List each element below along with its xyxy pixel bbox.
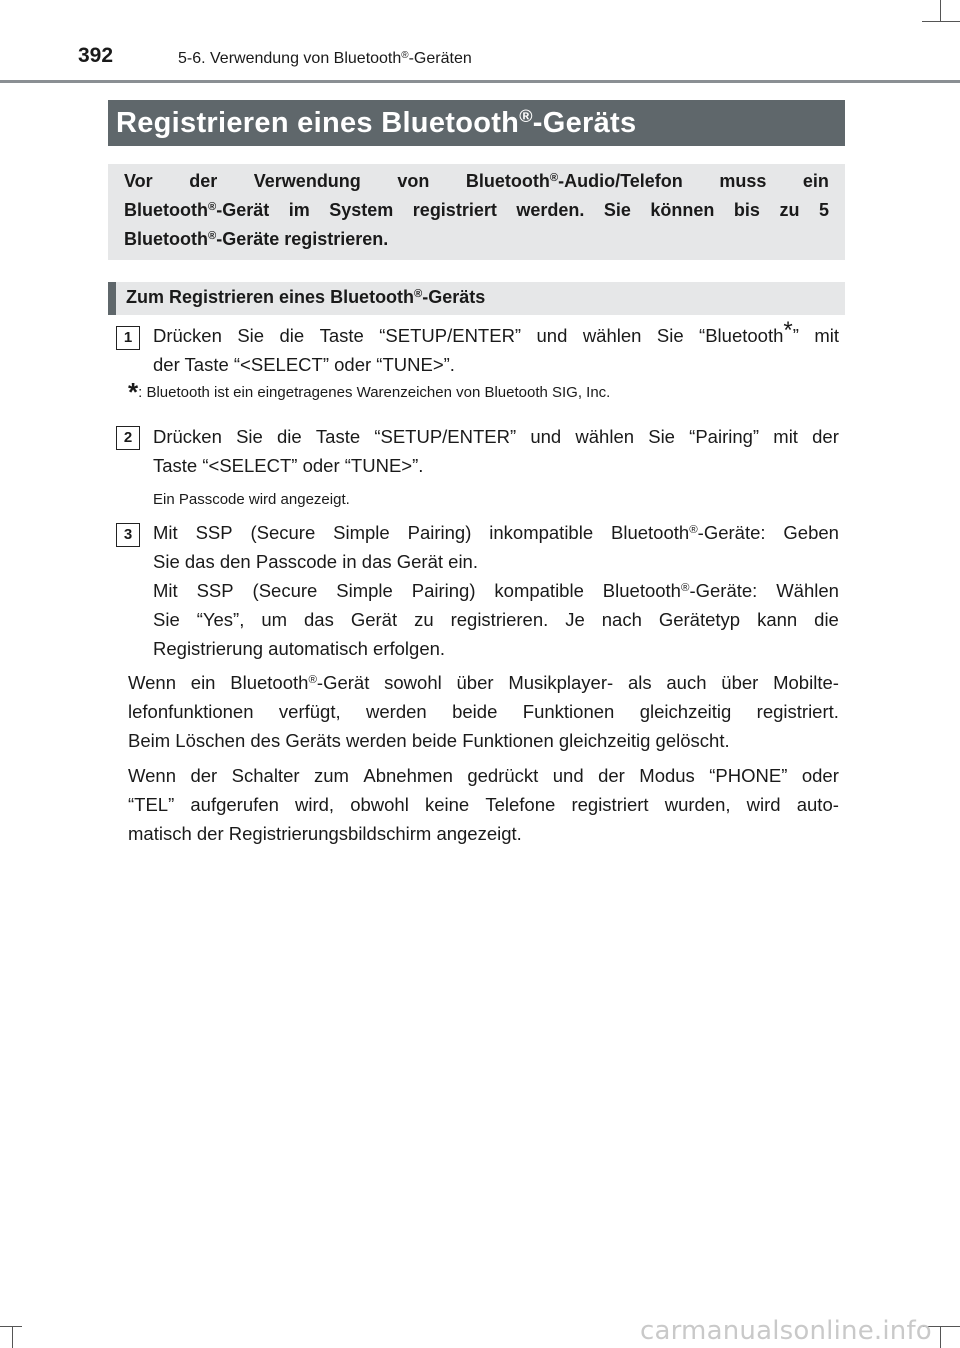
crop-mark (0, 1326, 22, 1327)
word: beide (452, 701, 498, 722)
word: Wenn (128, 765, 176, 786)
word: gleichzeitig (639, 701, 732, 722)
word: Bluetooth®-Geräte: (602, 580, 758, 601)
step-note: Ein Passcode wird angezeigt. (153, 491, 350, 508)
word: verfügt, (278, 701, 341, 722)
word: Simple (333, 522, 390, 543)
word: Schalter (231, 765, 300, 786)
word: Modus (639, 765, 695, 786)
word: über (721, 672, 759, 693)
body-text: matisch der Registrierungsbildschirm angezeigt. (128, 823, 522, 844)
word: oder (801, 765, 839, 786)
word: System (329, 200, 394, 220)
word: die (814, 609, 839, 630)
body-text (128, 669, 839, 697)
header-rule (0, 80, 960, 83)
word: “Bluetooth*” (699, 317, 799, 346)
word: Sie (236, 426, 263, 447)
word: können (650, 200, 715, 220)
step-text: Sie das den Passcode in das Gerät ein. (153, 551, 478, 572)
word: kann (757, 609, 798, 630)
word: Wenn (128, 672, 176, 693)
word: keine (424, 794, 470, 815)
footnote: *: Bluetooth ist ein eingetragenes Warenzeichen von Bluetooth SIG, Inc. (128, 377, 611, 407)
word: aufgerufen (190, 794, 279, 815)
intro-box (108, 164, 845, 260)
word: Sie (237, 325, 265, 346)
word: wird (746, 794, 781, 815)
word: Je (565, 609, 585, 630)
word: Mit (153, 522, 178, 543)
word: “Yes”, (196, 609, 245, 630)
word: auto- (796, 794, 839, 815)
step-text (153, 317, 839, 350)
intro-line: Bluetooth®-Geräte registrieren. (124, 229, 389, 249)
word: Vor (124, 171, 153, 191)
step-text (153, 606, 839, 634)
word: die (277, 426, 302, 447)
step-text: Registrierung automatisch erfolgen. (153, 638, 446, 659)
word: Abnehmen (363, 765, 453, 786)
word: und (536, 325, 568, 346)
word: kompatible (494, 580, 584, 601)
intro-line (124, 196, 829, 225)
word: Sie (153, 609, 180, 630)
word: SSP (195, 522, 233, 543)
word: über (456, 672, 494, 693)
word: zu (779, 200, 800, 220)
word: ein (190, 672, 216, 693)
crop-mark (12, 1326, 13, 1348)
word: Gerätetyp (658, 609, 741, 630)
word: muss (719, 171, 767, 191)
crop-mark (922, 21, 960, 22)
word: der (812, 426, 839, 447)
word: Drücken (153, 325, 222, 346)
word: im (288, 200, 310, 220)
step-number: 2 (116, 426, 140, 450)
word: der (190, 765, 218, 786)
word: registriert (412, 200, 497, 220)
word: registrieren. (450, 609, 549, 630)
word: Taste (315, 426, 361, 447)
step-number: 3 (116, 523, 140, 547)
word: obwohl (350, 794, 409, 815)
word: wird, (295, 794, 335, 815)
word: mit (814, 325, 839, 346)
body-text (128, 762, 839, 790)
word: sowohl (384, 672, 442, 693)
word: mit (773, 426, 798, 447)
word: “PHONE” (709, 765, 788, 786)
word: (Secure (250, 522, 316, 543)
word: und (552, 765, 584, 786)
word: Simple (336, 580, 393, 601)
word: um (261, 609, 288, 630)
word: Sie (648, 426, 675, 447)
crop-mark (940, 0, 941, 22)
word: Bluetooth®-Gerät (230, 672, 370, 693)
word: Mit (153, 580, 178, 601)
page-title: Registrieren eines Bluetooth®-Geräts (108, 100, 845, 146)
step-text: der Taste “<SELECT” oder “TUNE>”. (153, 354, 455, 375)
word: auch (666, 672, 707, 693)
word: Pairing) (411, 580, 476, 601)
word: die (279, 325, 305, 346)
word: werden (366, 701, 427, 722)
word: “SETUP/ENTER” (374, 426, 517, 447)
step-text (153, 577, 839, 605)
word: zum (313, 765, 349, 786)
step-text: Taste “<SELECT” oder “TUNE>”. (153, 455, 424, 476)
word: wählen (575, 426, 635, 447)
word: Pairing) (407, 522, 472, 543)
word: lefonfunktionen (128, 701, 254, 722)
word: Wählen (776, 580, 839, 601)
word: zu (414, 609, 434, 630)
word: Geben (783, 522, 839, 543)
word: gedrückt (467, 765, 539, 786)
word: von (397, 171, 430, 191)
word: ein (802, 171, 829, 191)
word: Gerät (350, 609, 398, 630)
word: das (304, 609, 334, 630)
word: 5 (818, 200, 829, 220)
word: inkompatible (489, 522, 594, 543)
word: nach (601, 609, 642, 630)
word: bis (733, 200, 760, 220)
word: Bluetooth®-Audio/Telefon (465, 171, 683, 191)
section-heading: Zum Registrieren eines Bluetooth®-Geräts (108, 282, 845, 315)
word: Bluetooth®-Gerät (124, 200, 270, 220)
word: und (530, 426, 562, 447)
word: registriert. (756, 701, 839, 722)
word: Taste (319, 325, 364, 346)
running-header: 5-6. Verwendung von Bluetooth®-Geräten (178, 49, 472, 67)
word: Telefone (485, 794, 556, 815)
word: werden. (516, 200, 585, 220)
intro-line (124, 167, 829, 196)
word: registriert (571, 794, 649, 815)
word: Musikplayer- (508, 672, 614, 693)
word: “Pairing” (689, 426, 760, 447)
step-text (153, 519, 839, 547)
word: als (627, 672, 652, 693)
step-text (153, 423, 839, 451)
word: Funktionen (522, 701, 615, 722)
page-number: 392 (78, 44, 114, 67)
word: Sie (656, 325, 684, 346)
word: “TEL” (128, 794, 175, 815)
body-text (128, 698, 839, 726)
word: (Secure (252, 580, 318, 601)
word: Bluetooth®-Geräte: (611, 522, 766, 543)
word: Verwendung (253, 171, 361, 191)
body-text (128, 791, 839, 819)
word: SSP (196, 580, 234, 601)
word: der (598, 765, 625, 786)
body-text: Beim Löschen des Geräts werden beide Funktionen gleichzeitig gelöscht. (128, 730, 730, 751)
word: “SETUP/ENTER” (379, 325, 522, 346)
word: Mobilte- (773, 672, 839, 693)
word: Sie (603, 200, 631, 220)
word: wurden, (664, 794, 731, 815)
word: Drücken (153, 426, 222, 447)
word: der (189, 171, 218, 191)
crop-mark (940, 1326, 941, 1348)
word: wählen (582, 325, 642, 346)
step-number: 1 (116, 326, 140, 350)
watermark: carmanualsonline.info (640, 1316, 932, 1346)
